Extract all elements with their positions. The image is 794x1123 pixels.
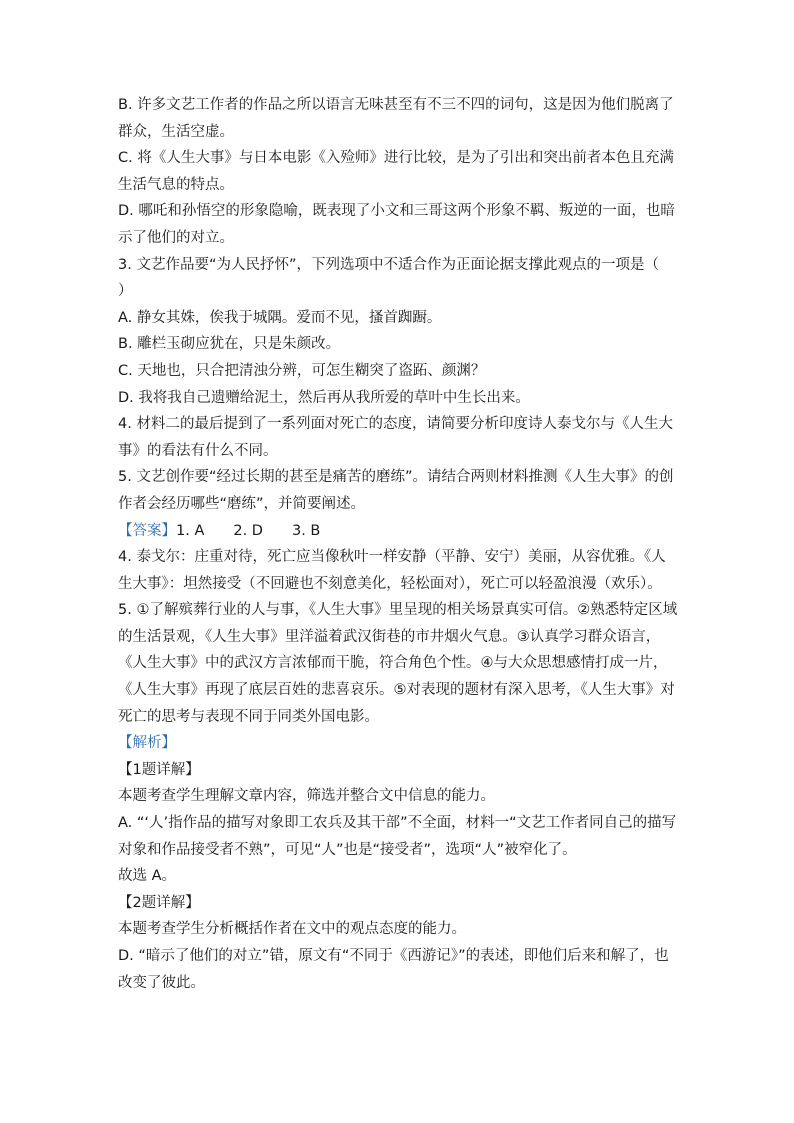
option-d-paragraph: D. 哪吒和孙悟空的形象隐喻，既表现了小文和三哥这两个形象不羁、叛逆的一面，也暗示了他们的对立。	[118, 203, 675, 246]
analysis-heading	[118, 730, 678, 757]
q3-option-a: A. 静女其姝，俟我于城隅。爱而不见，搔首踟蹰。	[118, 309, 442, 326]
q3-option-b: B. 雕栏玉砌应犹在，只是朱颜改。	[118, 336, 341, 353]
answer-4: 4. 泰戈尔：庄重对待，死亡应当像秋叶一样安静（平静、安宁）美丽，从容优雅。《人生大事》：坦然接受（不回避也不刻意美化，轻松面对），死亡可以轻盈浪漫（欢乐）。	[118, 549, 666, 592]
question-3: 3. 文艺作品要“为人民抒怀”，下列选项中不适合作为正面论据支撑此观点的一项是（ ）	[118, 256, 688, 300]
q3-option-d: D. 我将我自己遗赠给泥土，然后再从我所爱的草叶中生长出来。	[118, 389, 530, 406]
q2-detail-intro: 本题考查学生分析概括作者在文中的观点态度的能力。	[118, 921, 466, 938]
q3-option-c: C. 天地也，只合把清浊分辨，可怎生糊突了盗跖、颜渊？	[118, 362, 486, 379]
q1-detail-intro: 本题考查学生理解文章内容，筛选并整合文中信息的能力。	[118, 788, 495, 805]
q1-detail-a: A. “‘人’指作品的描写对象即工农兵及其干部”不全面，材料一“文艺工作者同自己的描写对象和作品接受者不熟”，可见“人”也是“接受者”，选项“人”被窄化了。	[118, 815, 677, 858]
document-body	[118, 92, 688, 996]
analysis-tag: 【解析】	[118, 735, 176, 752]
question-5: 5. 文艺创作要“经过长期的甚至是痛苦的磨练”。请结合两则材料推测《人生大事》的创作者会经历哪些“磨练”，并简要阐述。	[118, 469, 674, 512]
q2-detail-heading: 【2题详解】	[118, 894, 200, 911]
option-c-paragraph: C. 将《人生大事》与日本电影《入殓师》进行比较，是为了引出和突出前者本色且充满生活气息的特点。	[118, 150, 674, 193]
answer-values: 1. A 2. D 3. B	[176, 522, 321, 539]
answer-line	[118, 518, 678, 545]
answer-5: 5. ①了解殡葬行业的人与事，《人生大事》里呈现的相关场景真实可信。②熟悉特定区域的生活景观，《人生大事》里洋溢着武汉街巷的市井烟火气息。③认真学习群众语言，《人生大事》中的武汉方言浓郁而干脆，符合角色个性。④与大众思想感情打成一片，《人生大事》再现了底层百姓的悲喜哀乐。⑤对表现的题材有深入思考，《人生大事》对死亡的思考与表现不同于同类外国电影。	[118, 602, 678, 725]
q1-conclusion: 故选 A。	[118, 868, 177, 885]
q1-detail-heading: 【1题详解】	[118, 761, 200, 778]
q2-detail-d: D. “暗示了他们的对立”错，原文有“不同于《西游记》”的表述，即他们后来和解了，也改变了彼此。	[118, 948, 669, 991]
answer-tag: 【答案】	[118, 522, 176, 539]
question-4: 4. 材料二的最后提到了一系列面对死亡的态度，请简要分析印度诗人泰戈尔与《人生大事》的看法有什么不同。	[118, 416, 673, 459]
option-b-paragraph: B. 许多文艺工作者的作品之所以语言无味甚至有不三不四的词句，这是因为他们脱离了群众，生活空虚。	[118, 97, 674, 140]
